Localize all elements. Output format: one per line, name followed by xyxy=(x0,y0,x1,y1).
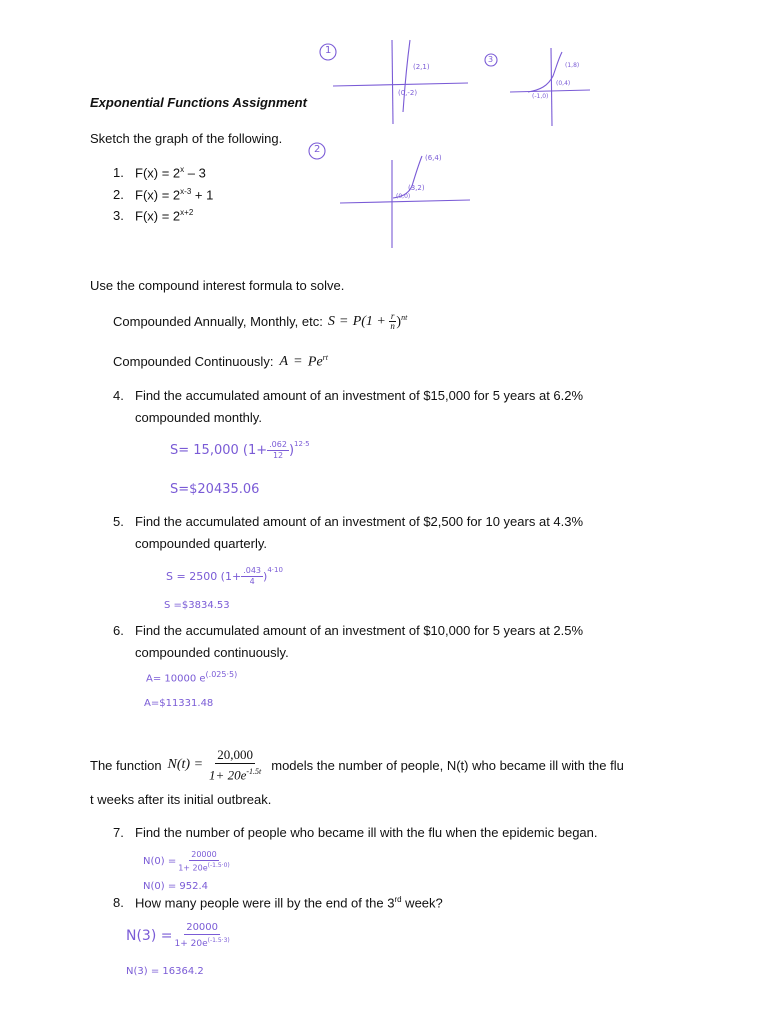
graph-3-x-axis xyxy=(510,90,590,92)
question-5-line-2: compounded quarterly. xyxy=(135,536,268,551)
formula-annual-close: )$^{nt}$ xyxy=(396,312,408,330)
formula-continuous-equals: = xyxy=(294,353,302,369)
graph-3-label: 3 xyxy=(488,55,494,64)
flu-intro-line-2: t weeks after its initial outbreak. xyxy=(90,792,272,807)
question-8-work-fraction: $\frac{20000}{1+ 20e^{(-1.5\cdot 3)}}$ xyxy=(174,922,230,949)
flu-function-fraction: $\frac{20,000}{1+ 20e^{-1.5t}}$ xyxy=(209,747,262,783)
compound-instructions: Use the compound interest formula to solve. xyxy=(90,278,345,293)
graph-2-label: 2 xyxy=(314,144,321,155)
question-6-answer: A=$11331.48 xyxy=(144,698,214,709)
graph-1-x-axis xyxy=(333,83,468,86)
graph-1-point-label: (2,1) xyxy=(413,63,430,71)
question-7-work: N(0) = $\frac{20000}{1+ 20e^{(-1.5\cdot 0)}}$ xyxy=(143,850,230,873)
assignment-title: Exponential Functions Assignment xyxy=(90,95,307,110)
graph-2-point-label-2: (3,2) xyxy=(408,184,425,192)
flu-model-intro xyxy=(90,747,624,783)
graph-2-origin-label: (0,0) xyxy=(396,193,411,200)
question-8-work: N(3) = $\frac{20000}{1+ 20e^{(-1.5\cdot 3)}}$ xyxy=(126,922,230,949)
graph-3-point-label: (1,8) xyxy=(565,62,580,69)
question-5: 5. Find the accumulated amount of an investment of $2,500 for 10 years at 4.3% xyxy=(113,514,584,529)
question-4-answer: S=$20435.06 xyxy=(170,482,260,497)
formula-annual-equals: = xyxy=(339,313,348,329)
graph-3-x-label: (-1,0) xyxy=(532,93,549,100)
graph-3-intercept-label: (0,4) xyxy=(556,80,571,87)
flu-intro-text-2: models the number of people, N(t) who became ill with the flu xyxy=(271,757,624,773)
graph-2-point-label: (6,4) xyxy=(425,154,442,162)
formula-annual-label: Compounded Annually, Monthly, etc: xyxy=(113,314,323,329)
question-6-line-2: compounded continuously. xyxy=(135,645,289,660)
question-6: 6. Find the accumulated amount of an investment of $10,000 for 5 years at 2.5% xyxy=(113,623,584,638)
formula-annual-line xyxy=(113,312,407,331)
function-item-3: 3. $F(x) = 2^{x+2}$ xyxy=(113,208,194,224)
function-item-2: 2. $F(x) = 2^{x-3} + 1$ xyxy=(113,187,214,203)
formula-annual-lhs: S xyxy=(327,313,335,329)
question-4-work-fraction: $\frac{.062}{12}$ xyxy=(269,440,287,460)
formula-continuous-label: Compounded Continuously: xyxy=(113,354,274,370)
question-5-work: S = 2500 (1+ $\frac{.043}{4}$ ) $^{4\cdot 10}$ xyxy=(166,566,283,586)
sketch-instructions: Sketch the graph of the following. xyxy=(90,131,283,146)
question-4: 4. Find the accumulated amount of an investment of $15,000 for 5 years at 6.2% xyxy=(113,388,584,403)
question-6-work: A= 10000 $e^{(.025\cdot 5)}$ xyxy=(146,670,238,685)
formula-continuous-lhs: A xyxy=(279,353,288,369)
question-7: 7. Find the number of people who became ill with the flu when the epidemic began. xyxy=(113,825,598,840)
graph-3-y-axis xyxy=(551,48,552,126)
function-item-1: 1. $F(x) = 2^x - 3$ xyxy=(113,165,206,181)
graph-1-intercept-label: (0,-2) xyxy=(398,89,418,97)
graph-1-curve xyxy=(403,40,410,112)
graph-1-label: 1 xyxy=(325,45,332,56)
graph-2-x-axis xyxy=(340,200,470,203)
formula-continuous-body: $Pe^{rt}$ xyxy=(307,353,329,370)
formula-annual-fraction: $\frac{r}{n}$ xyxy=(390,311,395,331)
question-8-answer: N(3) = 16364.2 xyxy=(126,966,204,977)
graph-1-y-axis xyxy=(392,40,393,124)
flu-intro-text: The function xyxy=(90,757,162,773)
question-5-answer: S =$3834.53 xyxy=(164,600,230,611)
question-8: 8. How many people were ill by the end of the 3rd week? xyxy=(113,895,443,911)
question-4-line-2: compounded monthly. xyxy=(135,410,262,425)
question-5-work-fraction: $\frac{.043}{4}$ xyxy=(243,566,262,586)
question-4-work: S= 15,000 (1+ $\frac{.062}{12}$ ) $^{12\cdot 5}$ xyxy=(170,440,310,460)
question-7-answer: N(0) = 952.4 xyxy=(143,881,209,892)
flu-function-lhs: N(t) = xyxy=(167,757,204,773)
question-7-work-fraction: $\frac{20000}{1+ 20e^{(-1.5\cdot 0)}}$ xyxy=(178,850,230,873)
formula-continuous-line xyxy=(113,353,328,371)
formula-annual-body: P(1 + xyxy=(352,313,386,329)
